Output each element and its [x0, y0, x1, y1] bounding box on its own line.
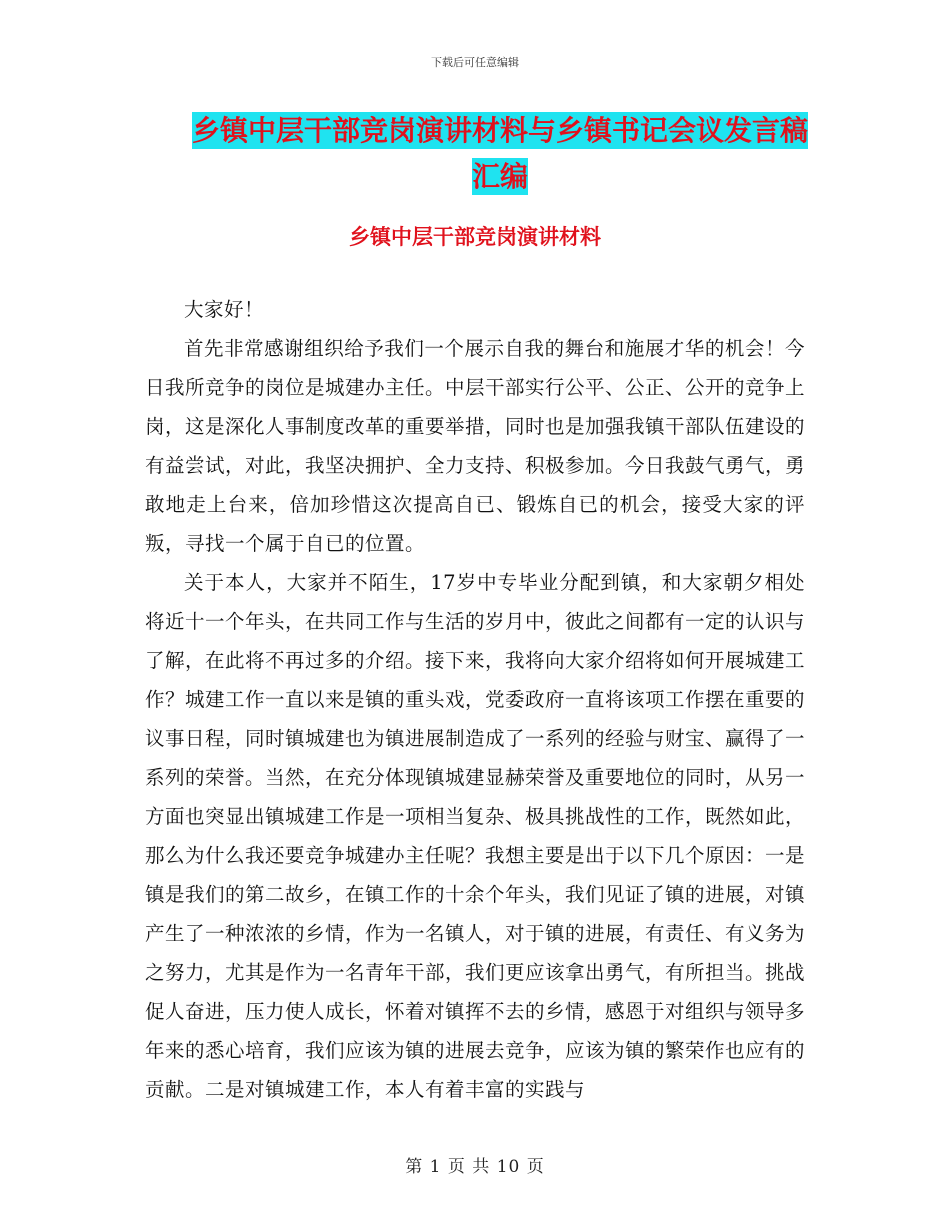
paragraph: 关于本人，大家并不陌生，17岁中专毕业分配到镇，和大家朝夕相处将近十一个年头，在共同工作与生活的岁月中，彼此之间都有一定的认识与了解，在此将不再过多的介绍。接下来，我将向大家介绍将如何开展城建工作？城建工作一直以来是镇的重头戏，党委政府一直将该项工作摆在重要的议事日程，同时镇城建也为镇进展制造成了一系列的经验与财宝、赢得了一系列的荣誉。当然，在充分体现镇城建显赫荣誉及重要地位的同时，从另一方面也突显出镇城建工作是一项相当复杂、极具挑战性的工作，既然如此，那么为什么我还要竞争城建办主任呢？我想主要是出于以下几个原因：一是镇是我们的第二故乡，在镇工作的十余个年头，我们见证了镇的进展，对镇产生了一种浓浓的乡情，作为一名镇人，对于镇的进展，有责任、有义务为之努力，尤其是作为一名青年干部，我们更应该拿出勇气，有所担当。挑战促人奋进，压力使人成长，怀着对镇挥不去的乡情，感恩于对组织与领导多年来的悉心培育，我们应该为镇的进展去竞争，应该为镇的繁荣作也应有的贡献。二是对镇城建工作，本人有着丰富的实践与 [145, 571, 806, 1101]
document-title [190, 108, 810, 200]
page-number-footer: 第 1 页 共 10 页 [405, 1157, 545, 1177]
document-title-text: 乡镇中层干部竞岗演讲材料与乡镇书记会议发言稿汇编 [191, 114, 808, 193]
paragraph: 大家好！ [184, 298, 265, 321]
paragraph: 首先非常感谢组织给予我们一个展示自我的舞台和施展才华的机会！今日我所竞争的岗位是城建办主任。中层干部实行公平、公正、公开的竞争上岗，这是深化人事制度改革的重要举措，同时也是加强我镇干部队伍建设的有益尝试，对此，我坚决拥护、全力支持、积极参加。今日我鼓气勇气，勇敢地走上台来，倍加珍惜这次提高自已、锻炼自已的机会，接受大家的评叛，寻找一个属于自已的位置。 [145, 337, 806, 555]
header-note: 下载后可任意编辑 [431, 56, 519, 69]
section-heading: 乡镇中层干部竞岗演讲材料 [349, 225, 601, 249]
body-text [145, 290, 805, 1109]
